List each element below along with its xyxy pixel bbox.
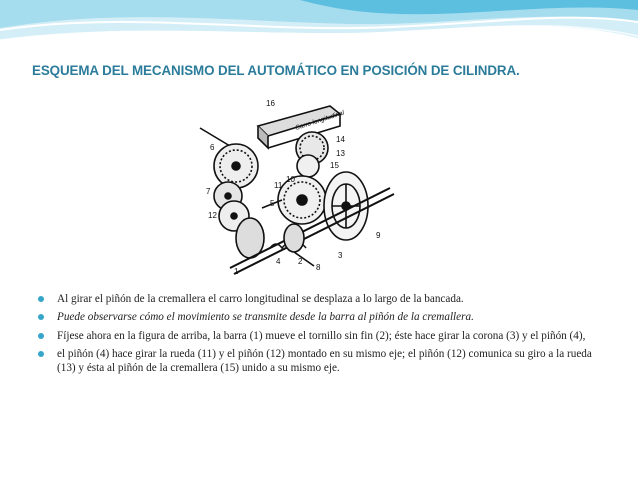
bullet-icon (38, 296, 44, 302)
bullet-text: Puede observarse cómo el movimiento se transmite desde la barra al piñón de la cremallera. (57, 311, 474, 324)
part-number: 5 (270, 199, 275, 208)
part-number: 2 (298, 257, 303, 266)
part-number: 16 (266, 99, 275, 108)
bullet-text: Fíjese ahora en la figura de arriba, la barra (1) mueve el tornillo sin fin (2); éste hace girar la corona (3) y el piñón (4), (57, 329, 586, 342)
part-number: 13 (336, 149, 345, 158)
part-number: 8 (316, 263, 321, 272)
list-item (36, 292, 611, 306)
part-number: 14 (336, 135, 345, 144)
part-number: 1 (234, 267, 239, 276)
list-item (36, 347, 611, 376)
bullet-icon (38, 351, 44, 357)
mechanism-diagram (190, 88, 402, 278)
bullet-list (36, 292, 611, 379)
part-number: 4 (276, 257, 281, 266)
list-item (36, 329, 611, 343)
part-number: 9 (376, 231, 381, 240)
bullet-text: Al girar el piñón de la cremallera el carro longitudinal se desplaza a lo largo de la bancada. (57, 293, 464, 305)
part-number: 3 (338, 251, 343, 260)
part-number: 15 (330, 161, 339, 170)
header-wave-decoration (0, 0, 638, 70)
rack-label: Carro longitudinal (294, 109, 346, 132)
bullet-text: el piñón (4) hace girar la rueda (11) y el piñón (12) montado en su mismo eje; el piñón (12) comunica su giro a la rueda (13) y ésta al piñón de la cremallera (15) unido a su mismo eje. (57, 347, 592, 375)
bullet-icon (38, 314, 44, 320)
part-number: 7 (206, 187, 211, 196)
part-number: 12 (208, 211, 217, 220)
part-number: 6 (210, 143, 215, 152)
slide-title: ESQUEMA DEL MECANISMO DEL AUTOMÁTICO EN POSICIÓN DE CILINDRA. (32, 63, 520, 78)
bullet-icon (38, 333, 44, 339)
list-item (36, 310, 611, 324)
part-number: 10 (286, 175, 295, 184)
part-number: 11 (274, 181, 283, 190)
